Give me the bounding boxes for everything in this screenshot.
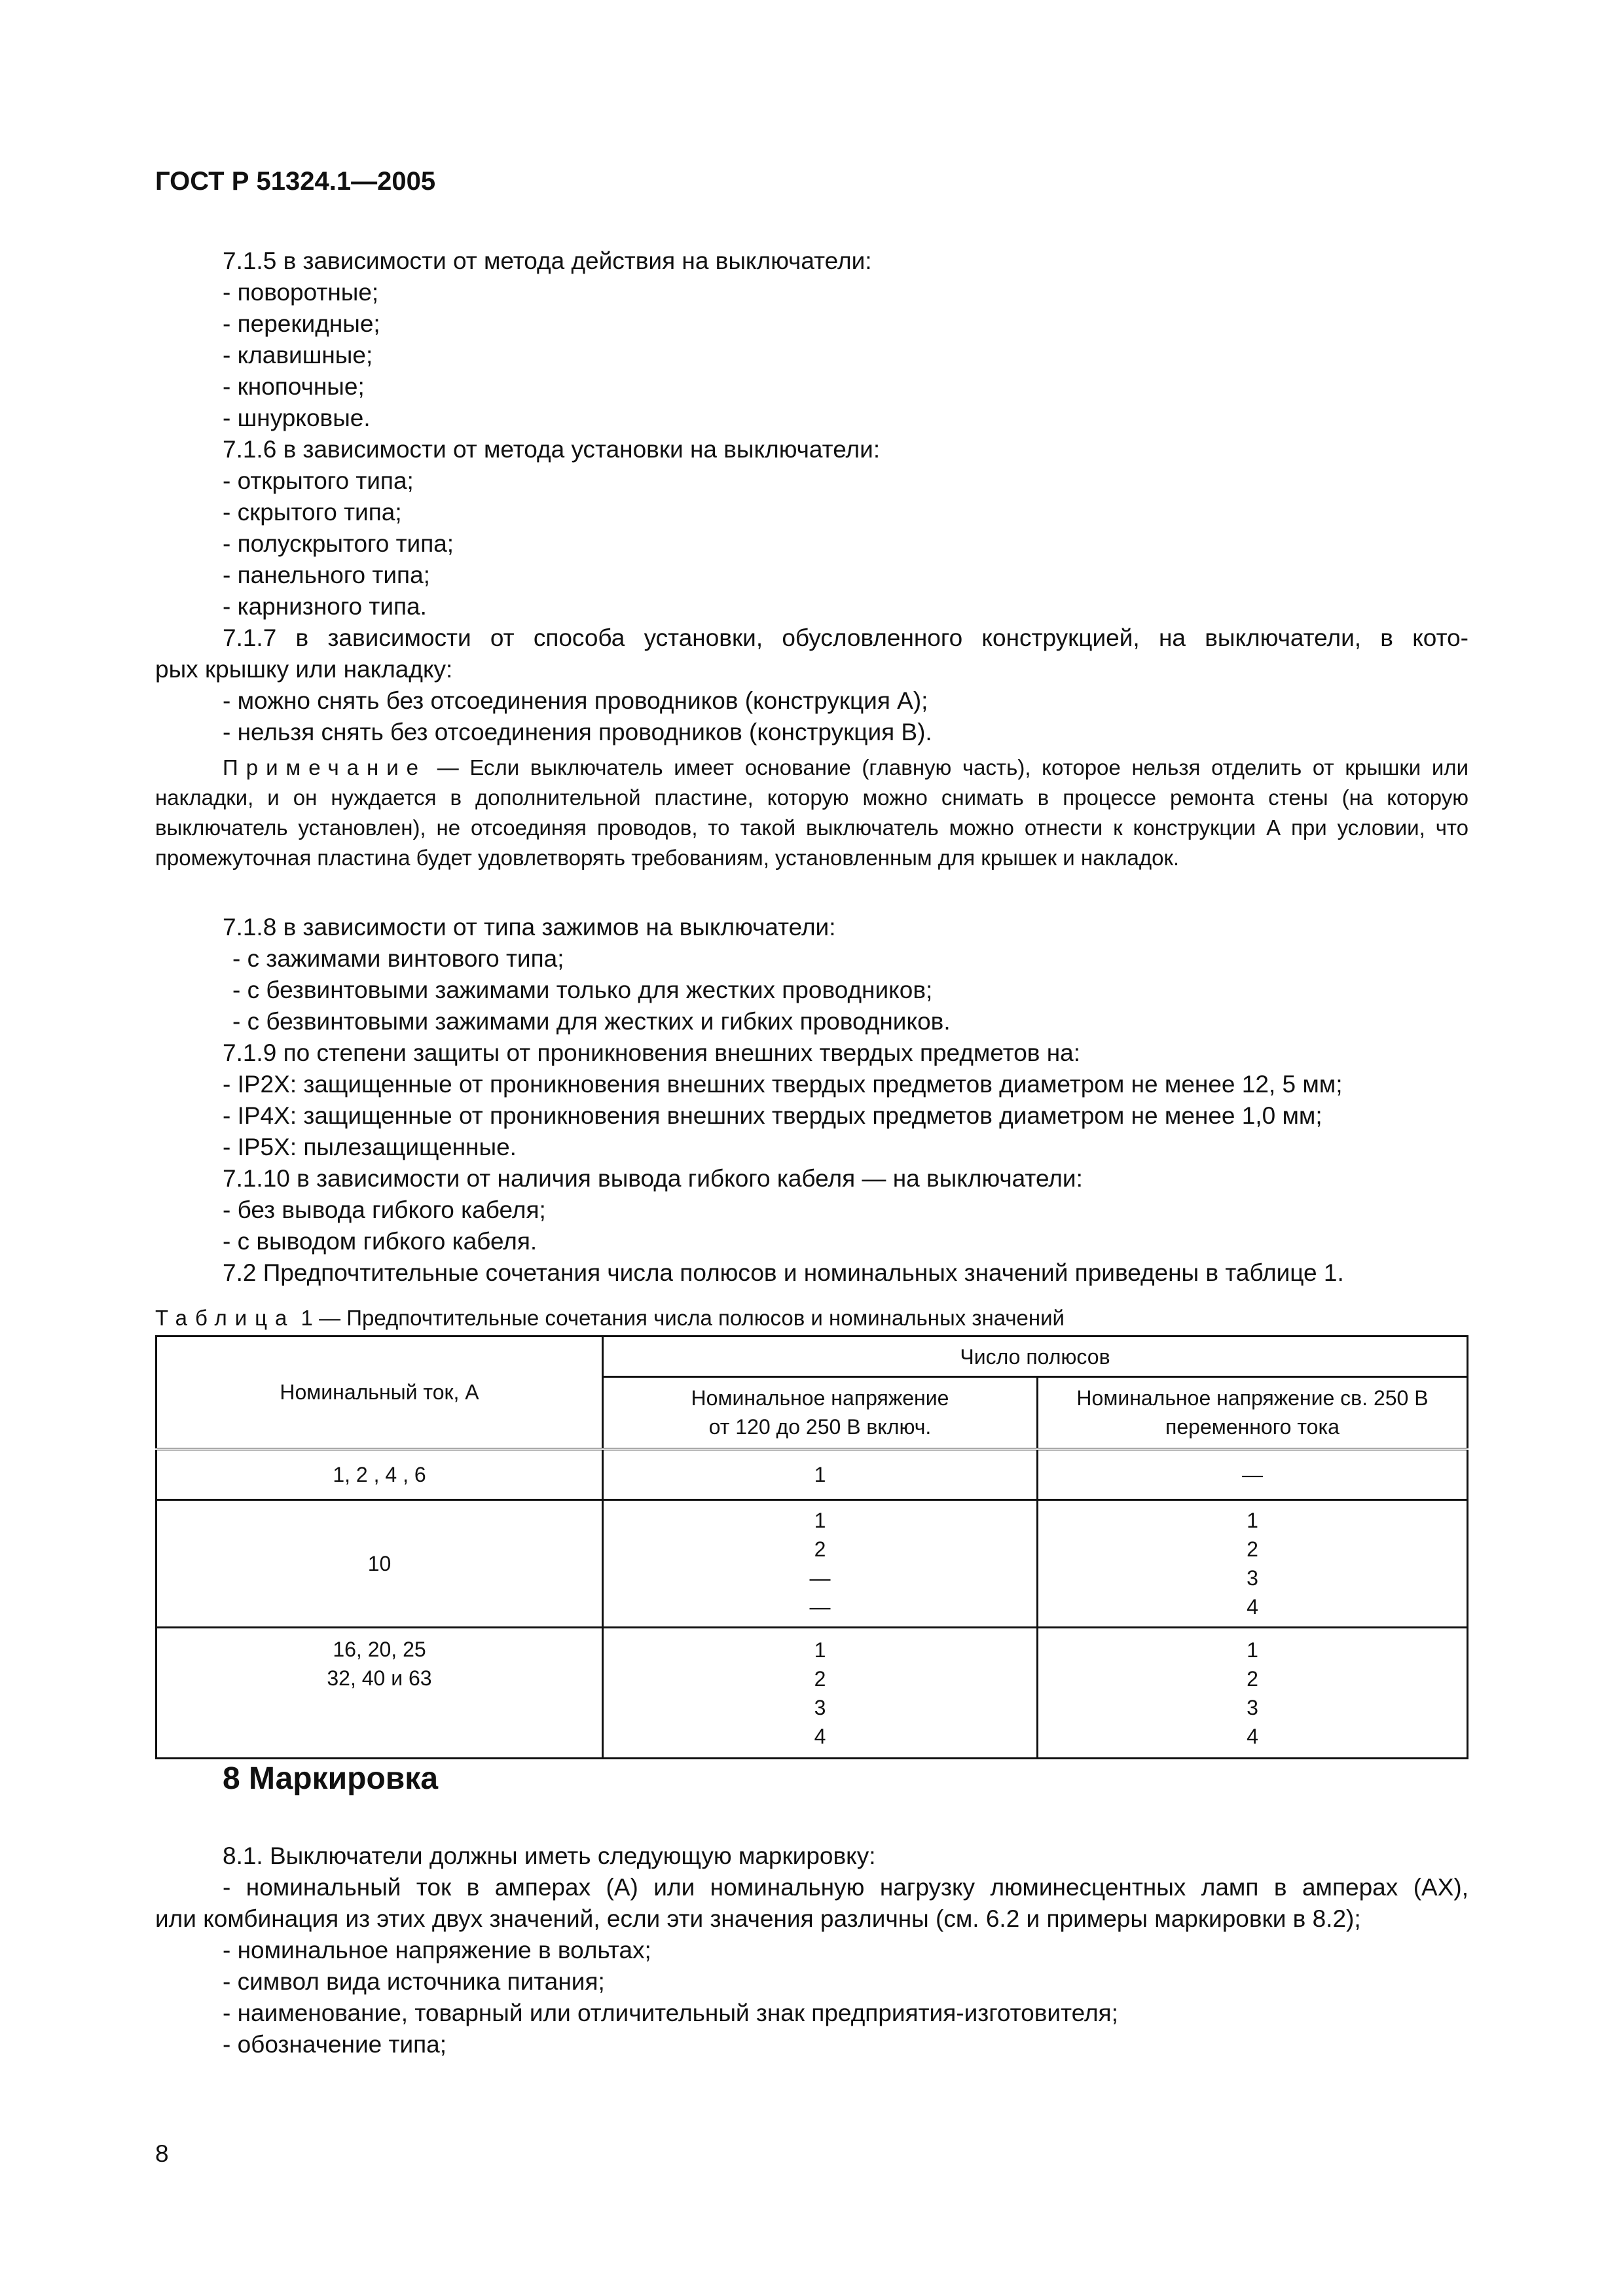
list-item: - перекидные; (223, 310, 380, 337)
clause-7-2: 7.2 Предпочтительные сочетания числа полюсов и номинальных значений приведены в таблице 1. (223, 1259, 1344, 1286)
list-item: - номинальное напряжение в вольтах; (223, 1937, 651, 1964)
cell-current: 10 (156, 1500, 603, 1628)
clause-8-1: 8.1. Выключатели должны иметь следующую маркировку: (223, 1842, 876, 1869)
list-item: - полускрытого типа; (223, 530, 454, 557)
header-voltage-2: Номинальное напряжение св. 250 В переменного тока (1037, 1377, 1467, 1449)
table-caption-label: Таблица (155, 1306, 295, 1330)
list-item: - можно снять без отсоединения проводников (конструкция А); (223, 687, 928, 714)
page-number: 8 (155, 2140, 169, 2167)
list-item: - с выводом гибкого кабеля. (223, 1228, 538, 1255)
list-item: - нельзя снять без отсоединения проводников (конструкция В). (223, 719, 932, 745)
list-item-cont: или комбинация из этих двух значений, если эти значения различны (см. 6.2 и примеры маркировки в 8.2); (155, 1905, 1361, 1932)
list-item: - карнизного типа. (223, 593, 427, 620)
list-item: - IP2X: защищенные от проникновения внешних твердых предметов диаметром не менее 12, 5 мм; (223, 1071, 1343, 1098)
list-item: - открытого типа; (223, 467, 414, 494)
list-item: - с безвинтовыми зажимами только для жестких проводников; (232, 977, 933, 1003)
list-item: - с зажимами винтового типа; (232, 945, 564, 972)
note-label: Примечание (223, 755, 427, 780)
list-item: - кнопочные; (223, 373, 365, 400)
cell-current: 16, 20, 25 32, 40 и 63 (156, 1628, 603, 1759)
clause-7-1-10: 7.1.10 в зависимости от наличия вывода гибкого кабеля — на выключатели: (223, 1165, 1083, 1192)
list-item: - наименование, товарный или отличительный знак предприятия-изготовителя; (223, 2000, 1118, 2026)
poles-table (155, 1335, 1468, 1759)
clause-7-1-7: 7.1.7 в зависимости от способа установки, обусловленного конструкцией, на выключатели, в кото- (223, 624, 1468, 651)
list-item: - шнурковые. (223, 404, 371, 431)
list-item: - панельного типа; (223, 562, 430, 588)
document-code: ГОСТ Р 51324.1—2005 (155, 167, 436, 196)
list-item: - скрытого типа; (223, 499, 402, 526)
clause-7-1-8: 7.1.8 в зависимости от типа зажимов на выключатели: (223, 914, 836, 941)
cell-v1: 1 2 — — (602, 1500, 1037, 1628)
cell-v1: 1 2 3 4 (602, 1628, 1037, 1759)
list-item: - поворотные; (223, 279, 379, 306)
list-item: - IP4X: защищенные от проникновения внешних твердых предметов диаметром не менее 1,0 мм; (223, 1102, 1322, 1129)
header-current: Номинальный ток, А (156, 1336, 603, 1449)
list-item: - IP5X: пылезащищенные. (223, 1134, 517, 1160)
list-item: - обозначение типа; (223, 2031, 447, 2058)
clause-7-1-6: 7.1.6 в зависимости от метода установки на выключатели: (223, 436, 881, 463)
clause-7-1-9: 7.1.9 по степени защиты от проникновения внешних твердых предметов на: (223, 1039, 1081, 1066)
cell-v2: 1 2 3 4 (1037, 1628, 1467, 1759)
header-poles: Число полюсов (602, 1336, 1467, 1377)
header-voltage-1: Номинальное напряжение от 120 до 250 В включ. (602, 1377, 1037, 1449)
list-item: - номинальный ток в амперах (А) или номинальную нагрузку люминесцентных ламп в амперах (АХ), (223, 1874, 1468, 1901)
table-caption-text: 1 — Предпочтительные сочетания числа полюсов и номинальных значений (295, 1306, 1065, 1330)
list-item: - без вывода гибкого кабеля; (223, 1196, 546, 1223)
note-text: — Если выключатель имеет основание (главную часть), которое нельзя отделить от крышки или накладки, и он нуждается в дополнительной пластине, которую можно снимать в процессе ремонта стены (на которую выключатель установлен), не отсоединяя проводов, то такой выключатель можно отнести к конструкции А при условии, что промежуточная пластина будет удовлетворять требованиям, установленным для крышек и накладок. (155, 755, 1468, 870)
table-caption (155, 1306, 1065, 1331)
cell-v2: — (1037, 1449, 1467, 1500)
note-paragraph (155, 753, 1468, 873)
cell-v2: 1 2 3 4 (1037, 1500, 1467, 1628)
cell-v1: 1 (602, 1449, 1037, 1500)
clause-7-1-5: 7.1.5 в зависимости от метода действия на выключатели: (223, 247, 872, 274)
clause-7-1-7-cont: рых крышку или накладку: (155, 656, 453, 683)
list-item: - с безвинтовыми зажимами для жестких и гибких проводников. (232, 1008, 951, 1035)
cell-current: 1, 2 , 4 , 6 (156, 1449, 603, 1500)
section-title: 8 Маркировка (223, 1761, 439, 1796)
list-item: - символ вида источника питания; (223, 1968, 605, 1995)
list-item: - клавишные; (223, 342, 373, 368)
